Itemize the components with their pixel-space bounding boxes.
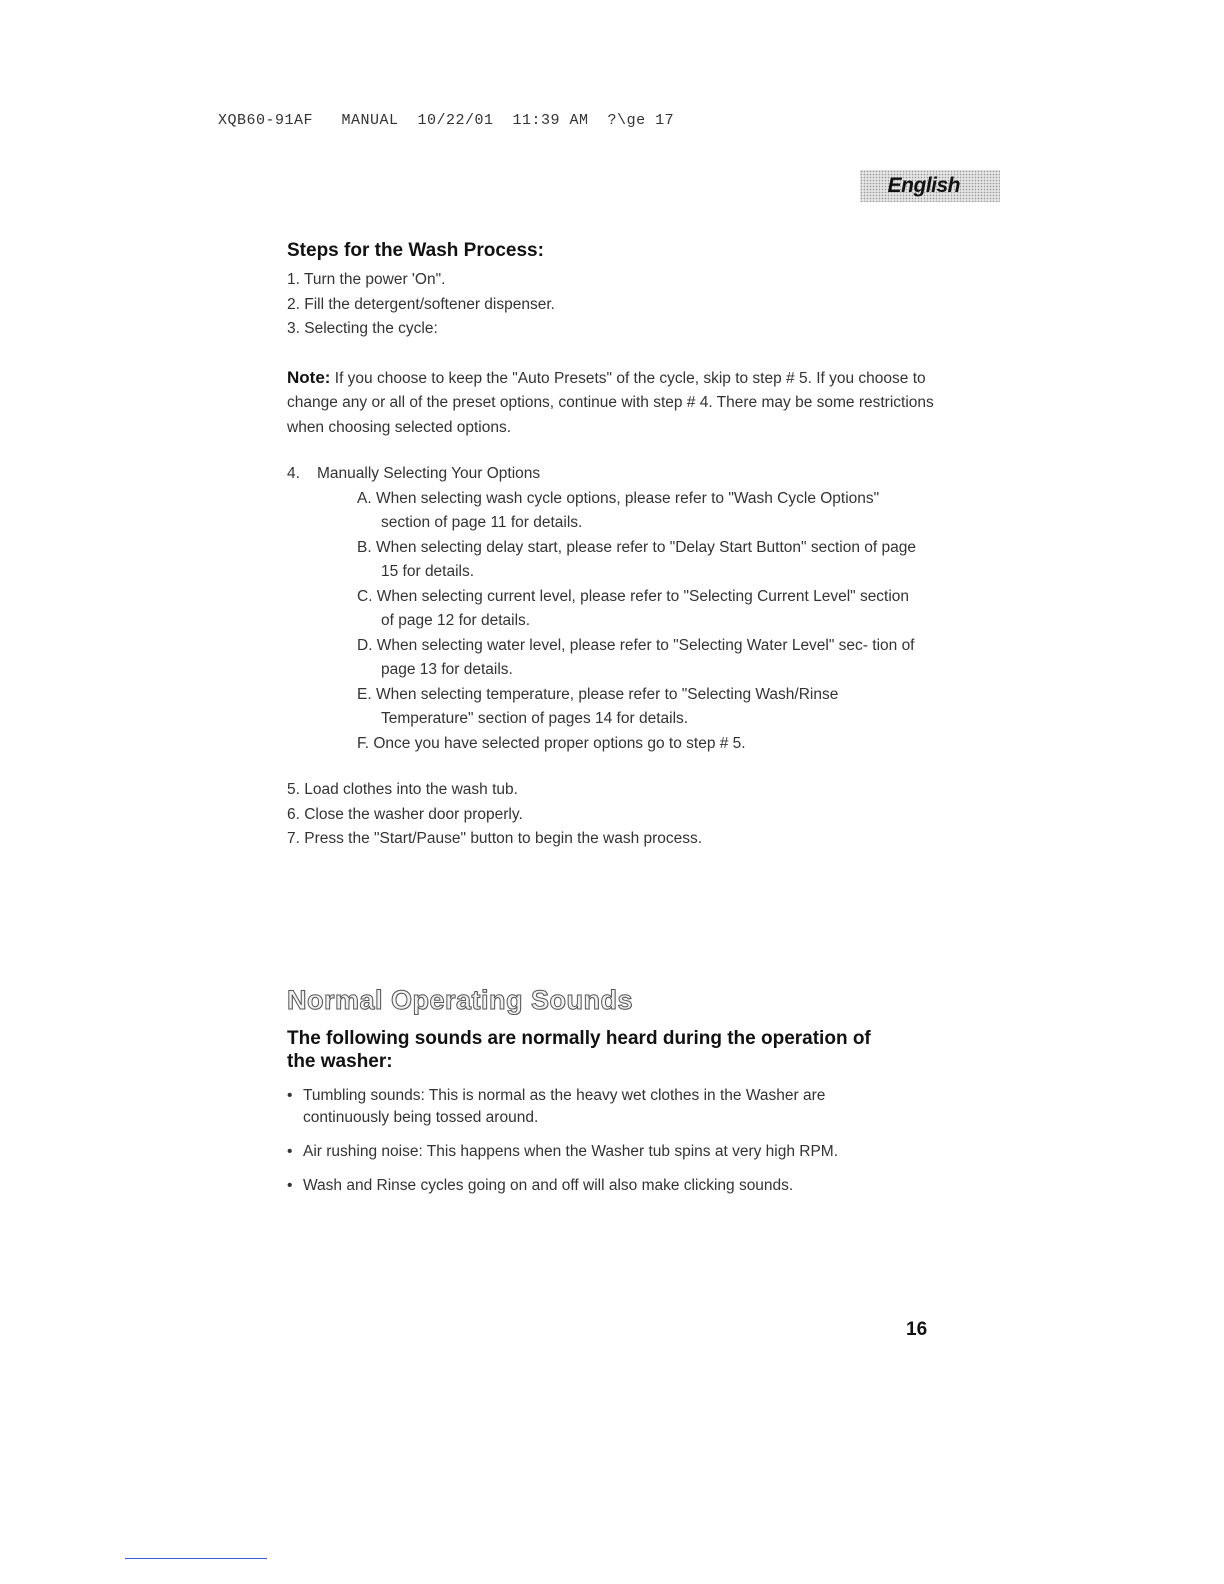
list-item: 5. Load clothes into the wash tub. (287, 781, 518, 798)
language-tab (860, 170, 1000, 202)
wash-process-heading: Steps for the Wash Process: (287, 240, 544, 261)
list-item: 7. Press the "Start/Pause" button to begin the wash process. (287, 830, 703, 847)
list-item (287, 1175, 907, 1197)
bullet-text: Air rushing noise: This happens when the Washer tub spins at very high RPM. (303, 1143, 839, 1160)
page-number: 16 (906, 1319, 928, 1340)
print-header: XQB60-91AF MANUAL 10/22/01 11:39 AM ?\ge 17 (218, 112, 675, 129)
step-4-number: 4. (287, 465, 300, 482)
wash-steps-list (287, 268, 947, 342)
final-steps-list (287, 778, 947, 852)
option-substeps-list (287, 487, 947, 757)
sounds-subtitle: The following sounds are normally heard during the operation of the washer: (287, 1028, 871, 1072)
bullet-icon: • (287, 1087, 293, 1104)
bullet-icon: • (287, 1177, 293, 1194)
step-4-label: Manually Selecting Your Options (317, 465, 541, 482)
sounds-bullet-list (287, 1085, 907, 1209)
list-item: 6. Close the washer door properly. (287, 805, 523, 823)
bullet-text: Wash and Rinse cycles going on and off will also make clicking sounds. (303, 1177, 794, 1194)
list-item: 1. Turn the power 'On". (287, 271, 446, 288)
sounds-title: Normal Operating Sounds (287, 985, 634, 1015)
list-item: D. When selecting water level, please refer to "Selecting Water Level" sec- tion of page 13 for details. (357, 636, 915, 678)
list-item: E. When selecting temperature, please refer to "Selecting Wash/Rinse Temperature" section of pages 14 for details. (357, 685, 839, 727)
bullet-text: Tumbling sounds: This is normal as the heavy wet clothes in the Washer are continuously being tossed around. (303, 1087, 826, 1126)
language-tab-label: English (887, 174, 960, 197)
list-item (287, 1085, 907, 1129)
note-paragraph (287, 366, 937, 441)
note-text: If you choose to keep the "Auto Presets" of the cycle, skip to step # 5. If you choose to change any or all of the preset options, continue with step # 4. There may be some restrictions when choosing selected options. (287, 369, 934, 436)
list-item: A. When selecting wash cycle options, please refer to "Wash Cycle Options" section of page 11 for details. (357, 489, 880, 531)
step-4 (287, 462, 947, 487)
note-label: Note: (287, 367, 331, 387)
list-item: 2. Fill the detergent/softener dispenser. (287, 295, 555, 313)
list-item: F. Once you have selected proper options go to step # 5. (357, 734, 746, 752)
list-item: B. When selecting delay start, please refer to "Delay Start Button" section of page 15 for details. (357, 538, 916, 580)
scan-artifact-line (125, 1558, 267, 1559)
list-item (287, 1141, 907, 1163)
bullet-icon: • (287, 1143, 293, 1160)
list-item: 3. Selecting the cycle: (287, 320, 438, 337)
list-item: C. When selecting current level, please refer to "Selecting Current Level" section of page 12 for details. (357, 587, 910, 629)
wash-process-section (287, 240, 947, 852)
